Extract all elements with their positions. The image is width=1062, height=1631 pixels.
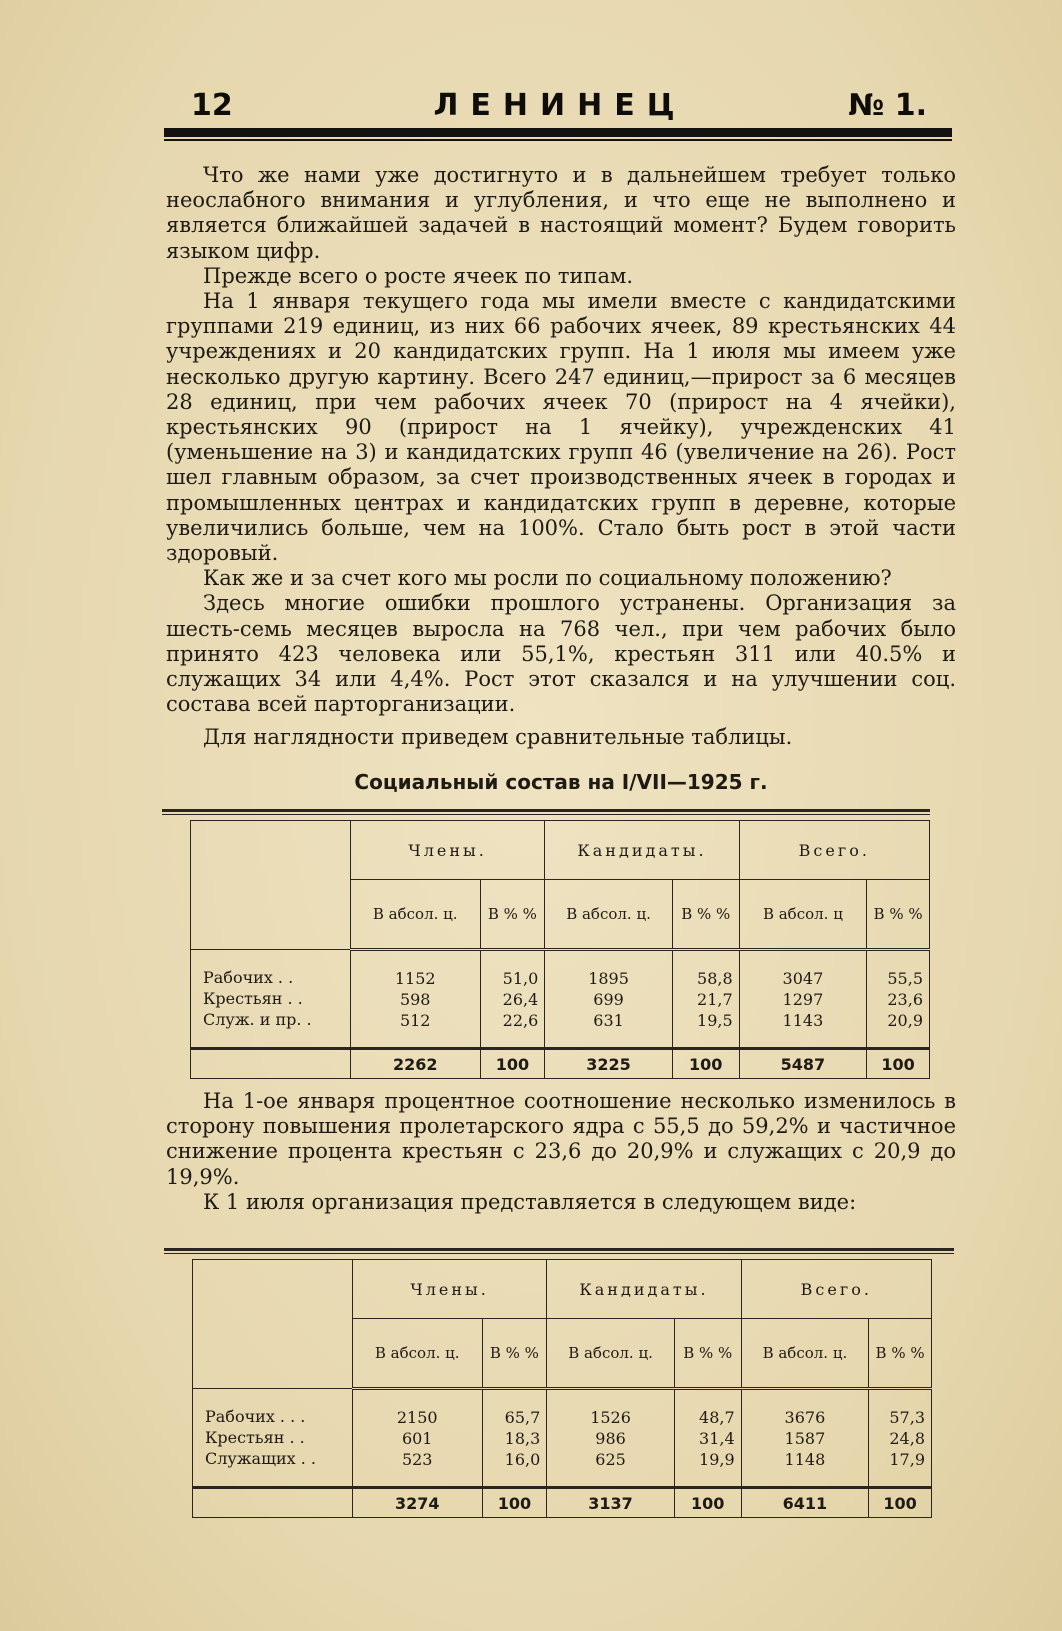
row-label: Рабочих . . . xyxy=(205,1407,306,1426)
row-label: Служ. и пр. . xyxy=(203,1010,312,1029)
table-cell: 48,7 xyxy=(699,1407,735,1427)
table2-top-rule xyxy=(164,1248,954,1251)
table-cell: 23,6 xyxy=(887,989,923,1009)
table-cell: 601 xyxy=(401,1428,433,1448)
table-cell: 1143 xyxy=(782,1010,824,1030)
table2-group-header: Члены. xyxy=(352,1260,546,1319)
table1-caption: Социальный состав на I/VII—1925 г. xyxy=(354,770,768,794)
table2-col-candidates-abs xyxy=(547,1389,675,1488)
table2-total-cell: 100 xyxy=(482,1488,547,1518)
row-label: Служащих . . xyxy=(205,1449,316,1468)
table2-row-labels xyxy=(193,1389,353,1488)
table-cell: 18,3 xyxy=(504,1428,541,1448)
table-cell: 1148 xyxy=(784,1449,826,1469)
header-rule-thick xyxy=(164,128,952,137)
table1-total-stub xyxy=(191,1049,351,1079)
table1-total-cell: 5487 xyxy=(739,1049,867,1079)
table-cell: 1297 xyxy=(782,989,824,1009)
table-cell: 19,5 xyxy=(697,1010,733,1030)
table1-total-cell: 3225 xyxy=(545,1049,673,1079)
issue-number: № 1. xyxy=(848,88,927,123)
table2-total-cell: 100 xyxy=(869,1488,932,1518)
table1-col-candidates-abs xyxy=(545,950,673,1049)
table1-group-header: Члены. xyxy=(350,821,544,880)
table1-sub-header: В % % xyxy=(480,880,545,950)
row-label: Крестьян . . xyxy=(205,1428,305,1447)
table2-sub-header: В % % xyxy=(674,1319,741,1389)
table2-total-cell: 3137 xyxy=(547,1488,675,1518)
table1-top-rule-thin xyxy=(162,814,930,815)
table-cell: 699 xyxy=(593,989,624,1009)
table-cell: 1526 xyxy=(590,1407,631,1427)
paragraph: Как же и за счет кого мы росли по социальному положению? xyxy=(203,566,892,591)
table1-total-cell: 2262 xyxy=(350,1049,480,1079)
table1-total-cell: 100 xyxy=(867,1049,930,1079)
body-text-2 xyxy=(166,1089,956,1215)
body-text xyxy=(166,163,956,751)
paragraph: На 1 января текущего года мы имели вместе с кандидатскими группами 219 единиц, из них 66 рабочих ячеек, 89 крестьянских 44 учреждениях и 20 кандидатских групп. На 1 июля мы имеем уже несколько другую картину. Всего 247 единиц,—прирост за 6 месяцев 28 единиц, при чем рабочих ячеек 70 (прирост на 4 ячейки), крестьянских 90 (прирост на 1 ячейку), учрежденских 41 (уменьшение на 3) и кандидатских групп 46 (увеличение на 26). Рост шел главным образом, за счет производственных ячеек в городах и промышленных центрах и кандидатских групп в деревне, которые увеличились больше, чем на 100%. Стало быть рост в этой части здоровый. xyxy=(166,289,956,566)
table1-col-total-abs xyxy=(739,950,867,1049)
table2-col-total-pct xyxy=(869,1389,932,1488)
table2-col-candidates-pct xyxy=(674,1389,741,1488)
table1-sub-header: В абсол. ц. xyxy=(350,880,480,950)
header-rule-thin xyxy=(164,139,952,141)
table-cell: 19,9 xyxy=(699,1449,735,1469)
table2-group-header: Всего. xyxy=(741,1260,931,1319)
table-cell: 523 xyxy=(401,1449,433,1469)
table1-sub-header: В абсол. ц xyxy=(739,880,867,950)
table-cell: 31,4 xyxy=(699,1428,735,1448)
table-cell: 512 xyxy=(399,1010,431,1030)
table1-col-members-abs xyxy=(350,950,480,1049)
table2-total-cell: 100 xyxy=(674,1488,741,1518)
table-cell: 598 xyxy=(399,989,431,1009)
table2-col-total-abs xyxy=(741,1389,869,1488)
table-cell: 22,6 xyxy=(502,1010,539,1030)
table-cell: 51,0 xyxy=(502,968,539,988)
table-cell: 1152 xyxy=(394,968,436,988)
table1-col-total-pct xyxy=(867,950,930,1049)
table1-sub-header: В % % xyxy=(672,880,739,950)
table2 xyxy=(192,1259,932,1518)
table1-col-candidates-pct xyxy=(672,950,739,1049)
table-cell: 625 xyxy=(595,1449,626,1469)
table-cell: 986 xyxy=(595,1428,626,1448)
table1-top-rule xyxy=(162,809,930,812)
table-cell: 55,5 xyxy=(887,968,923,988)
table-cell: 17,9 xyxy=(889,1449,925,1469)
row-label: Рабочих . . xyxy=(203,968,294,987)
table-cell: 3676 xyxy=(784,1407,826,1427)
row-label: Крестьян . . xyxy=(203,989,303,1008)
table2-sub-header: В абсол. ц. xyxy=(352,1319,482,1389)
table-cell: 24,8 xyxy=(889,1428,925,1448)
table2-group-header: Кандидаты. xyxy=(547,1260,741,1319)
table2-total-cell: 3274 xyxy=(352,1488,482,1518)
table-cell: 65,7 xyxy=(504,1407,541,1427)
table-cell: 20,9 xyxy=(887,1010,923,1030)
table2-top-rule-thin xyxy=(164,1253,954,1254)
table-cell: 1895 xyxy=(588,968,629,988)
paragraph: Прежде всего о росте ячеек по типам. xyxy=(203,263,633,288)
table-cell: 3047 xyxy=(782,968,824,988)
paragraph: К 1 июля организация представляется в следующем виде: xyxy=(203,1189,857,1214)
table-cell: 631 xyxy=(593,1010,624,1030)
table2-total-stub xyxy=(193,1488,353,1518)
page-number: 12 xyxy=(191,88,233,123)
paragraph: Здесь многие ошибки прошлого устранены. Организация за шесть-семь месяцев выросла на 768 чел., при чем рабочих было принято 423 человека или 55,1%, крестьян 311 или 40.5% и служащих 34 или 4,4%. Рост этот сказался и на улучшении соц. состава всей парторганизации. xyxy=(166,591,956,717)
page-header xyxy=(165,88,955,128)
table2-col-members-abs xyxy=(352,1389,482,1488)
table2-sub-header: В абсол. ц. xyxy=(741,1319,869,1389)
table1-row-labels xyxy=(191,950,351,1049)
table1-total-cell: 100 xyxy=(480,1049,545,1079)
table-cell: 2150 xyxy=(396,1407,438,1427)
table2-sub-header: В % % xyxy=(482,1319,547,1389)
table1-sub-header: В абсол. ц. xyxy=(545,880,673,950)
table1 xyxy=(190,820,930,1079)
table1-group-header: Кандидаты. xyxy=(545,821,739,880)
table2-sub-header: В % % xyxy=(869,1319,932,1389)
paragraph: На 1-ое января процентное соотношение несколько изменилось в сторону повышения пролетарского ядра с 55,5 до 59,2% и частичное снижение процента крестьян с 23,6 до 20,9% и служащих с 20,9 до 19,9%. xyxy=(166,1089,956,1189)
paragraph: Для наглядности приведем сравнительные таблицы. xyxy=(203,725,793,750)
table1-sub-header: В % % xyxy=(867,880,930,950)
table2-sub-header: В абсол. ц. xyxy=(547,1319,675,1389)
paragraph: Что же нами уже достигнуто и в дальнейшем требует только неослабного внимания и углубления, и что еще не выполнено и является ближайшей задачей в настоящий момент? Будем говорить языком цифр. xyxy=(166,163,956,263)
table-cell: 21,7 xyxy=(697,989,733,1009)
table-cell: 16,0 xyxy=(504,1449,541,1469)
journal-title: ЛЕНИНЕЦ xyxy=(433,88,687,123)
table1-total-cell: 100 xyxy=(672,1049,739,1079)
table-cell: 26,4 xyxy=(502,989,539,1009)
table1-group-header: Всего. xyxy=(739,821,929,880)
table1-stub-header xyxy=(191,821,351,950)
table-cell: 1587 xyxy=(784,1428,826,1448)
table-cell: 57,3 xyxy=(889,1407,925,1427)
table2-total-cell: 6411 xyxy=(741,1488,869,1518)
table2-col-members-pct xyxy=(482,1389,547,1488)
table-cell: 58,8 xyxy=(697,968,733,988)
table2-stub-header xyxy=(193,1260,353,1389)
table1-col-members-pct xyxy=(480,950,545,1049)
